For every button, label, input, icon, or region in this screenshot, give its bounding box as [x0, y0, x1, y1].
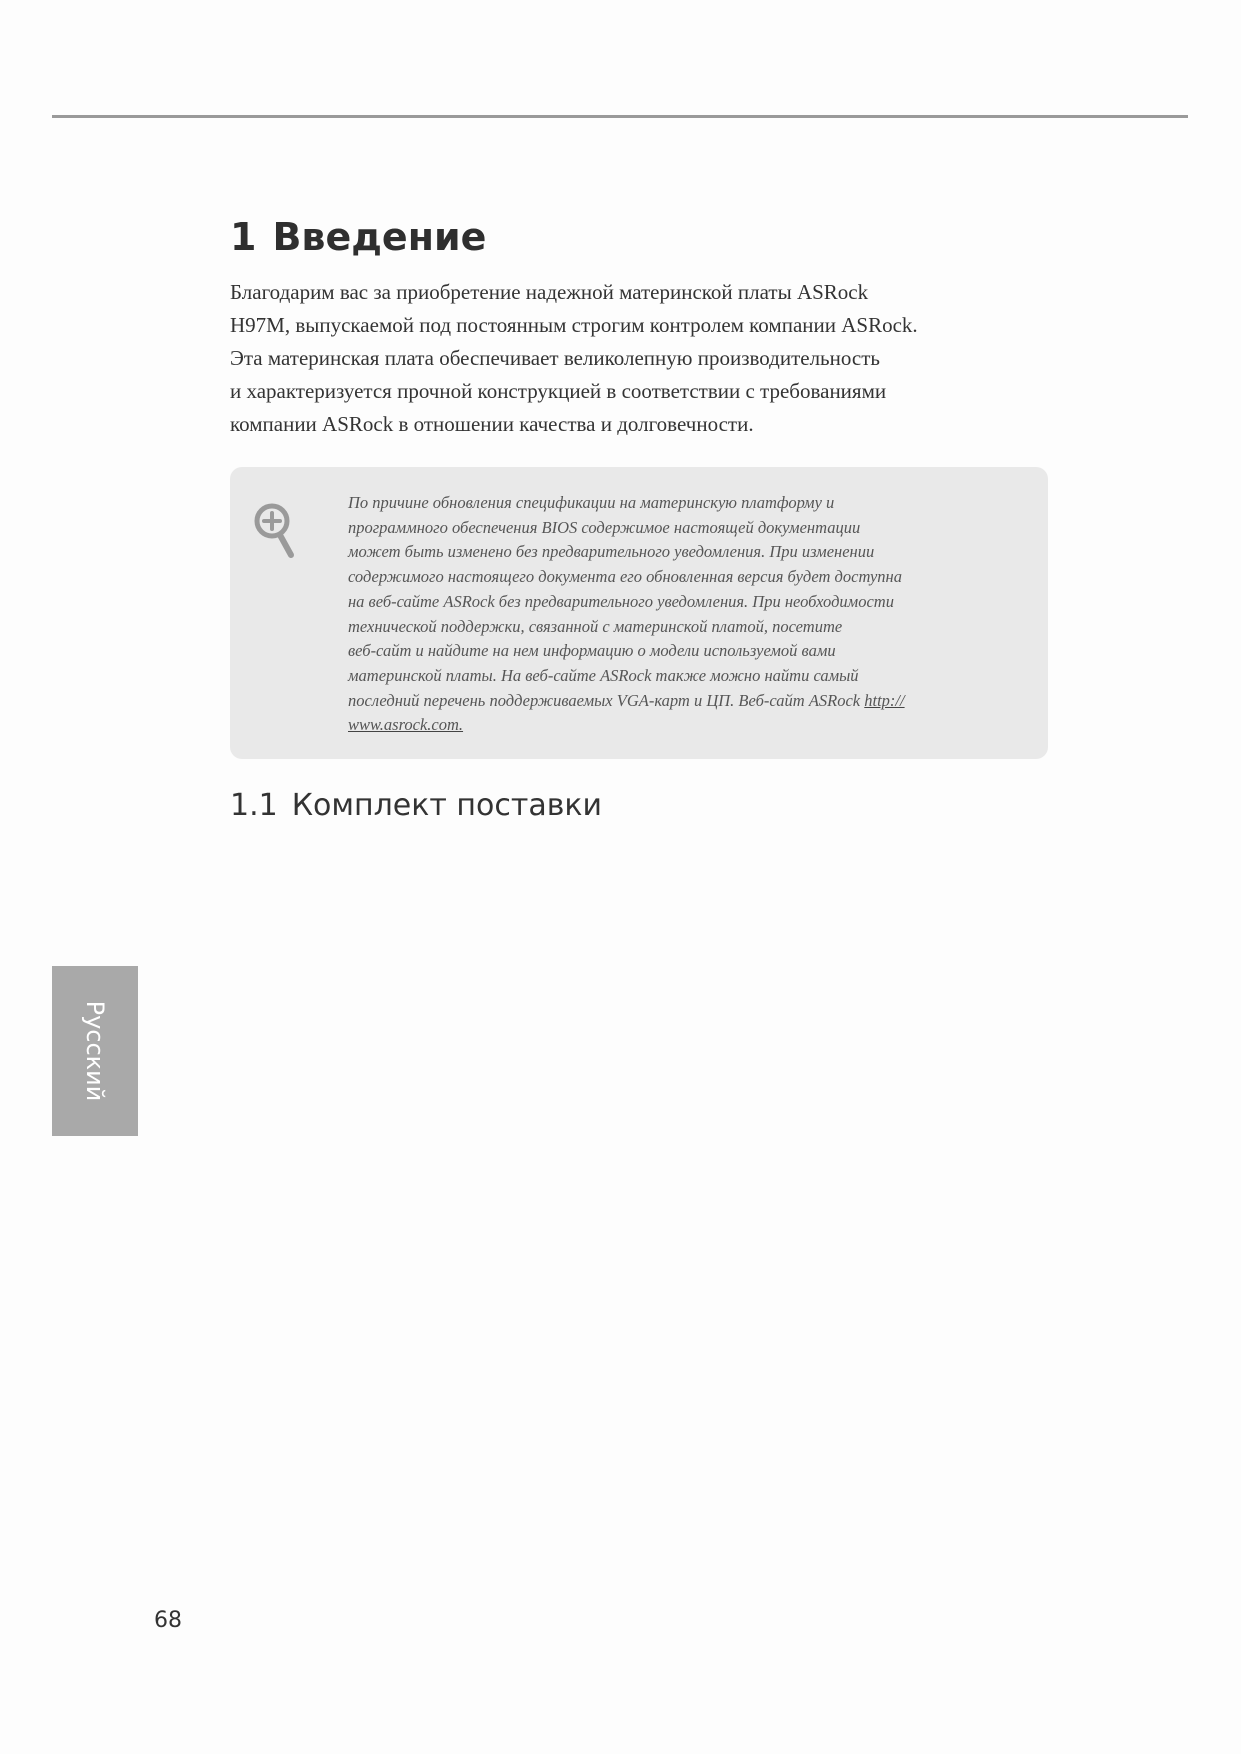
language-side-tab [52, 966, 138, 1136]
note-line: веб-сайт и найдите на нем информацию о модели используемой вами [348, 641, 836, 661]
header-rule [52, 115, 1188, 118]
note-line [348, 689, 988, 714]
intro-line: H97M, выпускаемой под постоянным строгим контролем компании ASRock. [230, 313, 918, 337]
note-box [230, 467, 1048, 759]
note-line: программного обеспечения BIOS содержимое настоящей документации [348, 517, 861, 537]
note-line: технической поддержки, связанной с материнской платой, посетите [348, 616, 843, 636]
note-line: материнской платы. На веб-сайте ASRock также можно найти самый [348, 665, 859, 685]
intro-line: компании ASRock в отношении качества и долговечности. [230, 412, 754, 436]
section-heading-package-contents [230, 786, 602, 826]
note-line [348, 713, 988, 738]
section-title: Введение [272, 215, 487, 259]
note-line: на веб-сайте ASRock без предварительного уведомления. При необходимости [348, 591, 894, 611]
asrock-website-link-continued[interactable]: www.asrock.com. [348, 715, 464, 735]
asrock-website-link[interactable]: http:// [864, 690, 905, 710]
language-label: Русский [81, 1000, 109, 1102]
subsection-number: 1.1 [230, 788, 278, 823]
intro-line: Благодарим вас за приобретение надежной материнской платы ASRock [230, 280, 869, 304]
intro-line: и характеризуется прочной конструкцией в соответствии с требованиями [230, 379, 887, 403]
section-number: 1 [230, 215, 257, 259]
page-number: 68 [154, 1608, 182, 1633]
magnifier-plus-icon [252, 501, 300, 563]
intro-line: Эта материнская плата обеспечивает великолепную производительность [230, 346, 880, 370]
note-text [348, 491, 988, 738]
note-line: может быть изменено без предварительного уведомления. При изменении [348, 542, 875, 562]
intro-paragraph [230, 276, 990, 441]
note-line: По причине обновления спецификации на материнскую платформу и [348, 493, 835, 512]
section-heading-introduction [230, 212, 486, 262]
subsection-title: Комплект поставки [291, 788, 603, 823]
note-line-text: последний перечень поддерживаемых VGA-карт и ЦП. Веб-сайт ASRock [348, 690, 865, 710]
note-line: содержимого настоящего документа его обновленная версия будет доступна [348, 567, 902, 587]
